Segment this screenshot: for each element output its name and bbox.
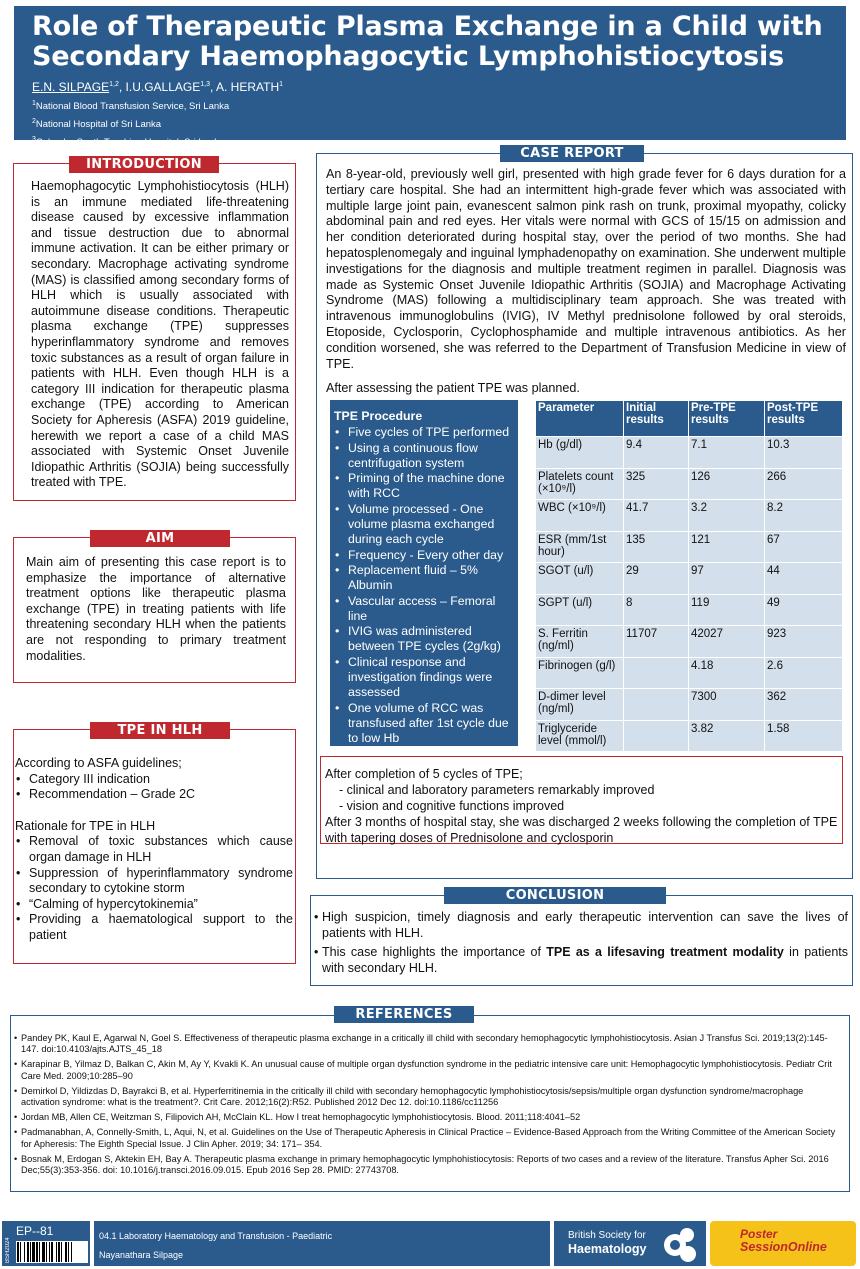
table-row (536, 657, 843, 689)
barcode-icon (16, 1241, 88, 1263)
table-cell: 97 (689, 563, 765, 595)
author-2: I.U.GALLAGE (125, 80, 201, 94)
case-report-text: An 8-year-old, previously well girl, presented with high grade fever for 6 days duration for a tertiary care hospital. She had an intermittent high-grade fever which was associated with multiple large joint pain, evanescent salmon pink rash on trunk, proximal myopathy, colicky abdominal pain and red eyes. Her vitals were normal with GCS of 15/15 on admission and her condition deteriorated during hospital stay, over the period of two months. She had hepatosplenomegaly and inguinal lymphadenopathy on examination. She underwent multiple investigations for the diagnosis and multiple treatment regimen in parallel. Diagnosis was made as Systemic Onset Juvenile Idiopathic Arthritis (SOJIA) and Macrophage Activating Syndrome (MAS) following a multidisciplinary team approach. She was treated with intravenous immunoglobulins (IVIG), IV Methyl prednisolone followed by oral steroids, Etoposide, Cyclosporin, Cyclophosphamide and multiple intravenous antibiotics. As her condition worsened, she was referred to the Department of Transfusion Medicine in view of TPE. (326, 167, 846, 371)
conclusion-item-text: High suspicion, timely diagnosis and early therapeutic intervention can save the lives of patients with HLH. (322, 910, 848, 940)
tpe-in-hlh-box (13, 729, 296, 964)
column-header: Parameter (536, 401, 624, 437)
table-cell: 7.1 (689, 437, 765, 469)
table-cell: 325 (624, 468, 689, 500)
affiliation-text: National Blood Transfusion Service, Sri Lanka (35, 101, 230, 113)
bsh-circles-icon (658, 1225, 698, 1263)
conclusion-list (314, 910, 848, 976)
barcode-bar (32, 1242, 35, 1262)
table-cell: 29 (624, 563, 689, 595)
affiliation-text: Colombo South Teaching Hospital, Sri Lanka (35, 137, 225, 149)
barcode-bar (42, 1242, 45, 1262)
barcode-bar (46, 1242, 47, 1262)
barcode-bar (71, 1242, 72, 1262)
tpe-procedure-title: TPE Procedure (334, 409, 423, 423)
psol-line2: SessionOnline (740, 1240, 827, 1254)
table-cell: 8 (624, 594, 689, 626)
reference-item: • Karapinar B, Yilmaz D, Balkan C, Akin M, Ay Y, Kvakli K. An unusual cause of multiple organ dysfunction syndrome in the pediatric intensive care unit: Hemophagocytic lymphohistiocytosis. Pediatr Crit Care Med. 2009;10:285–90 (14, 1059, 842, 1081)
bsh-line2: Haematology (568, 1242, 647, 1256)
table-cell: 135 (624, 531, 689, 563)
bullet: • (314, 945, 319, 960)
psol-line1: Poster (740, 1227, 778, 1241)
title-line-1: Role of Therapeutic Plasma Exchange in a Child with (32, 11, 823, 42)
table-cell: 7300 (689, 689, 765, 721)
table-cell (624, 689, 689, 721)
table-cell: 119 (689, 594, 765, 626)
table-row (536, 500, 843, 532)
affiliation (32, 132, 846, 150)
table-row (536, 531, 843, 563)
affiliations (32, 96, 846, 150)
list-item: • Replacement fluid – 5% Albumin (334, 563, 514, 594)
reference-item: • Padmanabhan, A, Connelly-Smith, L, Aqui, N, et al. Guidelines on the Use of Therapeutic Apheresis in Clinical Practice – Evidence-Based Approach from the Writing Committee of the American Society for Apheresis: The Eighth Special Issue. J Clin Apher. 2019; 34: 171– 354. (14, 1127, 842, 1149)
table-cell: S. Ferritin (ng/ml) (536, 626, 624, 658)
list-item: • Volume processed - One volume plasma exchanged during each cycle (334, 502, 514, 548)
side-code: BSH2024 (5, 1237, 11, 1263)
outcome-line: After 3 months of hospital stay, she was discharged 2 weeks following the completion of TPE with tapering doses of Prednisolone and cyclosporin (325, 815, 838, 845)
affiliation-text: National Hospital of Sri Lanka (35, 119, 162, 131)
list-item: • Recommendation – Grade 2C (15, 787, 293, 803)
outcome-box (320, 756, 843, 844)
list-item: • Suppression of hyperinflammatory syndrome secondary to cytokine storm (15, 866, 293, 897)
list-item: • Removal of toxic substances which cause organ damage in HLH (15, 834, 293, 865)
outcome-line: - clinical and laboratory parameters remarkably improved (339, 783, 655, 797)
column-header: Post-TPE results (765, 401, 843, 437)
table-row (536, 689, 843, 721)
table-cell: 266 (765, 468, 843, 500)
introduction-box (13, 163, 296, 501)
table-cell: 2.6 (765, 657, 843, 689)
reference-item: • Pandey PK, Kaul E, Agarwal N, Goel S. Effectiveness of therapeutic plasma exchange in a critically ill child with secondary hemophagocytic lymphohistiocytosis. Asian J Transfus Sci. 2019;13(2):145-147. doi:10.4103/ajts.AJTS_45_18 (14, 1033, 842, 1055)
barcode-bar (49, 1242, 50, 1262)
table-cell: 923 (765, 626, 843, 658)
bullet: • (314, 910, 319, 924)
case-report-after: After assessing the patient TPE was planned. (326, 381, 580, 395)
bsh-line1: British Society for (568, 1230, 646, 1241)
poster-id-panel (2, 1221, 90, 1266)
table-cell: 121 (689, 531, 765, 563)
guideline-list (15, 772, 293, 803)
table-cell: Triglyceride level (mmol/l) (536, 720, 624, 752)
barcode-bar (61, 1242, 62, 1262)
table-cell: 42027 (689, 626, 765, 658)
table-header-row (536, 401, 843, 437)
category: 04.1 Laboratory Haematology and Transfusion - Paediatric (99, 1231, 333, 1241)
author-3-sup: 1 (279, 81, 284, 88)
reference-item: • Jordan MB, Allen CE, Weitzman S, Filipovich AH, McClain KL. How I treat hemophagocytic lymphohistiocytosis. Blood. 2011;118:4041–52 (14, 1112, 842, 1123)
table-cell (624, 657, 689, 689)
references-label: REFERENCES (334, 1006, 474, 1023)
barcode-bar (68, 1242, 69, 1262)
list-item: • Priming of the machine done with RCC (334, 471, 514, 502)
column-header: Initial results (624, 401, 689, 437)
rationale-list (15, 834, 293, 943)
list-item: • Using a continuous flow centrifugation system (334, 441, 514, 472)
table-row (536, 468, 843, 500)
author-1-sup: 1,2 (109, 81, 119, 88)
barcode-bar (58, 1242, 60, 1262)
authors: E.N. SILPAGE$^{1,2}$, I.U.GALLAGE$^{1,3}$, A. HERATH$^1$ (32, 80, 284, 94)
table-cell: 4.18 (689, 657, 765, 689)
references-list (14, 1033, 842, 1180)
poster-header (14, 6, 846, 149)
list-item: • IVIG was administered between TPE cycles (2g/kg) (334, 624, 514, 655)
poster-id: EP--81 (16, 1224, 54, 1238)
list-item: • Vascular access – Femoral line (334, 594, 514, 625)
tpe-procedure-list (334, 425, 514, 746)
barcode-bar (51, 1242, 53, 1262)
aim-label: AIM (90, 530, 230, 547)
table-cell: ESR (mm/1st hour) (536, 531, 624, 563)
table-cell: WBC (×10⁹/l) (536, 500, 624, 532)
introduction-label: INTRODUCTION (69, 156, 219, 173)
table-cell: D-dimer level (ng/ml) (536, 689, 624, 721)
reference-item: • Demirkol D, Yildizdas D, Bayrakci B, et al. Hyperferritinemia in the critically ill child with secondary hemophagocytic lymphohistiocytosis/sepsis/multiple organ dysfunction syndrome/macrophage activation syndrome: what is the treatment?. Crit Care. 2012;16(2):R52. Published 2012 Dec 12. doi:10.1186/cc11256 (14, 1086, 842, 1108)
list-item: • Five cycles of TPE performed (334, 425, 514, 440)
barcode-bar (17, 1242, 19, 1262)
table-cell: 9.4 (624, 437, 689, 469)
author-2-sup: 1,3 (200, 81, 210, 88)
list-item (314, 945, 848, 976)
list-item: • Category III indication (15, 772, 293, 788)
results-table-body (536, 437, 843, 752)
table-cell: 67 (765, 531, 843, 563)
list-item: • Providing a haematological support to the patient (15, 912, 293, 943)
table-cell: Platelets count (×10⁹/l) (536, 468, 624, 500)
conclusion-item-bold: TPE as a lifesaving treatment modality (546, 945, 784, 960)
table-cell: 44 (765, 563, 843, 595)
tpe-procedure-panel (330, 400, 518, 746)
affiliation-sup: 2 (32, 118, 36, 126)
table-cell: 41.7 (624, 500, 689, 532)
affiliation-sup: 3 (32, 136, 36, 144)
barcode-bar (36, 1242, 38, 1262)
barcode-bar (24, 1242, 25, 1262)
list-item: • “Calming of hypercytokinemia” (15, 897, 293, 913)
conclusion-label: CONCLUSION (444, 887, 666, 904)
conclusion-item-text: in patients with secondary HLH. (322, 945, 848, 975)
list-item: • Frequency - Every other day (334, 548, 514, 563)
table-row (536, 626, 843, 658)
outcome-line: - vision and cognitive functions improved (339, 799, 565, 813)
column-header: Pre-TPE results (689, 401, 765, 437)
aim-box (13, 537, 296, 683)
barcode-bar (20, 1242, 21, 1262)
footer-info-panel (94, 1221, 550, 1266)
table-cell: 3.2 (689, 500, 765, 532)
aim-text: Main aim of presenting this case report is to emphasize the importance of alternative treatment options like therapeutic plasma exchange (TPE) in treating patients with life threatening secondary HLH when the patients are not responding to primary treatment modalities. (26, 555, 286, 663)
author-3: A. HERATH (216, 80, 280, 94)
table-cell: 126 (689, 468, 765, 500)
presenter: Nayanathara Silpage (99, 1250, 184, 1260)
table-row (536, 594, 843, 626)
author-1: E.N. SILPAGE (32, 80, 110, 94)
table-cell: 8.2 (765, 500, 843, 532)
barcode-bar (30, 1242, 31, 1262)
affiliation (32, 114, 846, 132)
reference-item: • Bosnak M, Erdogan S, Aktekin EH, Bay A. Therapeutic plasma exchange in primary hemophagocytic lymphohistiocytosis: Reports of two cases and a review of the literature. Transfus Apher Sci. 2016 Dec;55(3):353-356. doi: 10.1016/j.transci.2016.09.015. Epub 2016 Sep 28. PMID: 27743708. (14, 1154, 842, 1176)
introduction-text: Haemophagocytic Lymphohistiocytosis (HLH) is an immune mediated life-threatening disease caused by excessive inflammation and tissue destruction due to abnormal immune activation. It can be either primary or secondary. Macrophage activating syndrome (MAS) is classified among secondary forms of HLH which is usually associated with autoimmune disease conditions. Therapeutic plasma exchange (TPE) suppresses hyperinflammatory syndrome and removes toxic substances as a result of organ failure in patients with HLH. Even though HLH is a category III indication for therapeutic plasma exchange (TPE) according to American Society for Apheresis (ASFA) 2019 guideline, herewith we report a case of a child MAS associated with Systemic Onset Juvenile Idiopathic Arthritis (SOJIA) being successfully treated with TPE. (31, 179, 289, 490)
list-item: • Clinical response and investigation findings were assessed (334, 655, 514, 701)
table-row (536, 720, 843, 752)
table-cell: SGPT (u/l) (536, 594, 624, 626)
case-report-label: CASE REPORT (500, 145, 644, 162)
affiliation-sup: 1 (32, 100, 36, 107)
table-cell: SGOT (u/l) (536, 563, 624, 595)
table-cell (624, 720, 689, 752)
table-row (536, 437, 843, 469)
outcome-line: After completion of 5 cycles of TPE; (325, 767, 523, 781)
barcode-bar (65, 1242, 67, 1262)
table-cell: Fibrinogen (g/l) (536, 657, 624, 689)
conclusion-item-text: This case highlights the importance of (322, 945, 547, 960)
bsh-logo (554, 1221, 706, 1266)
tpe-in-hlh-label: TPE IN HLH (90, 722, 230, 739)
poster-session-online-logo (710, 1221, 856, 1266)
table-cell: 3.82 (689, 720, 765, 752)
table-row (536, 563, 843, 595)
list-item (314, 910, 848, 941)
barcode-bar (27, 1242, 29, 1262)
table-cell: 10.3 (765, 437, 843, 469)
table-cell: 362 (765, 689, 843, 721)
asfa-intro: According to ASFA guidelines; (15, 756, 182, 770)
barcode-bar (39, 1242, 40, 1262)
poster-title (32, 12, 846, 72)
conclusion-box (310, 895, 853, 986)
table-cell: Hb (g/dl) (536, 437, 624, 469)
tpe-in-hlh-content (15, 756, 293, 944)
affiliation (32, 96, 846, 114)
barcode-bar (56, 1242, 57, 1262)
table-cell: 1.58 (765, 720, 843, 752)
table-cell: 11707 (624, 626, 689, 658)
references-box (10, 1015, 850, 1192)
title-line-2: Secondary Haemophagocytic Lymphohistiocytosis (32, 41, 784, 72)
list-item: • One volume of RCC was transfused after 1st cycle due to low Hb (334, 701, 514, 747)
table-cell: 49 (765, 594, 843, 626)
results-table (535, 400, 843, 752)
rationale-title: Rationale for TPE in HLH (15, 818, 156, 833)
